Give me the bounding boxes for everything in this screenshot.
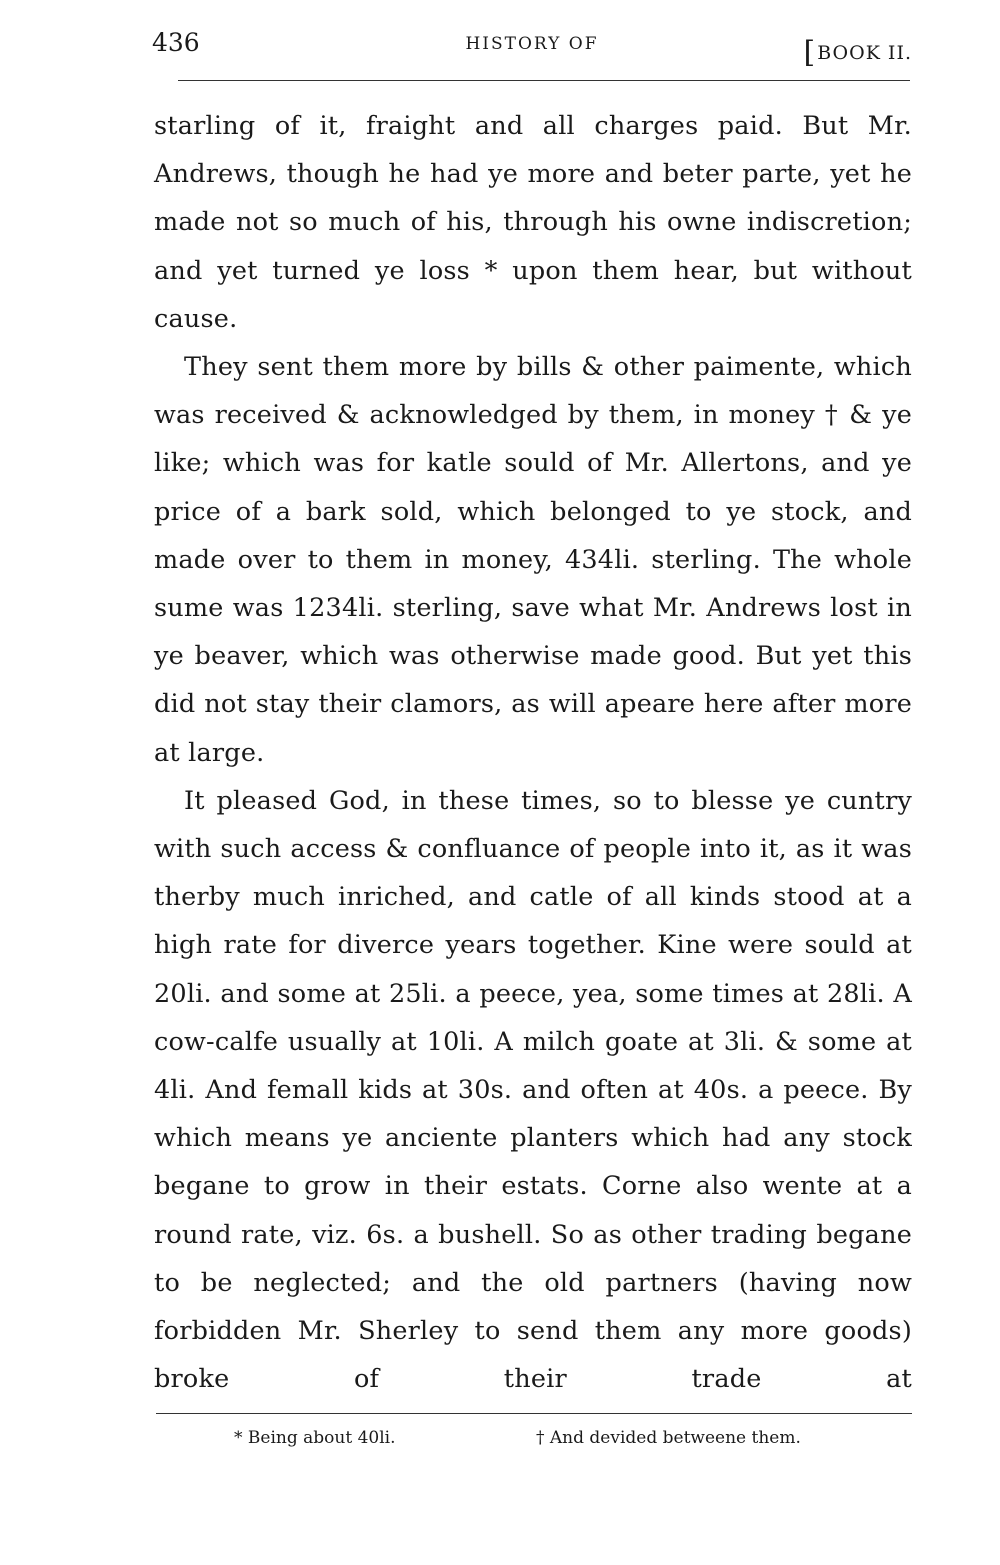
paragraph-2: They sent them more by bills & other paimente, which was received & acknowledged by them, in money † & ye like; which was for katle sould of Mr. Allertons, and ye price of a bark sold, which belonged to ye stock, and made over to them in money, 434li. sterling. The whole sume was 1234li. sterling, save what Mr. Andrews lost in ye beaver, which was otherwise made good. But yet this did not stay their clamors, as will apeare here after more at large. bbox=[154, 352, 912, 768]
footnote-rule bbox=[156, 1413, 912, 1414]
footnote-1: * Being about 40li. bbox=[234, 1428, 396, 1448]
running-header bbox=[152, 28, 912, 68]
running-title: HISTORY OF bbox=[465, 34, 599, 54]
page-number: 436 bbox=[152, 28, 200, 57]
body-text bbox=[154, 102, 912, 1403]
paragraph-3: It pleased God, in these times, so to blesse ye cuntry with such access & confluance of people into it, as it was therby much inriched, and catle of all kinds stood at a high rate for diverce years together. Kine were sould at 20li. and some at 25li. a peece, yea, some times at 28li. A cow-calfe usually at 10li. A milch goate at 3li. & some at 4li. And femall kids at 30s. and often at 40s. a peece. By which means ye anciente planters which had any stock begane to grow in their estats. Corne also wente at a round rate, viz. 6s. a bushell. So as other trading begane to be neglected; and the old partners (having now forbidden Mr. Sherley to send them any more goods) broke of their trade at bbox=[154, 785, 912, 1395]
paragraph-1: starling of it, fraight and all charges paid. But Mr. Andrews, though he had ye more and beter parte, yet he made not so much of his, through his owne indiscretion; and yet turned ye loss * upon them hear, but without cause. bbox=[154, 111, 912, 334]
footnote-2: † And devided betweene them. bbox=[536, 1428, 801, 1448]
book-reference-label: BOOK II. bbox=[817, 42, 912, 64]
book-bracket: [ bbox=[803, 35, 817, 70]
footnotes bbox=[156, 1428, 912, 1458]
header-rule bbox=[178, 80, 910, 81]
book-reference bbox=[803, 32, 912, 70]
